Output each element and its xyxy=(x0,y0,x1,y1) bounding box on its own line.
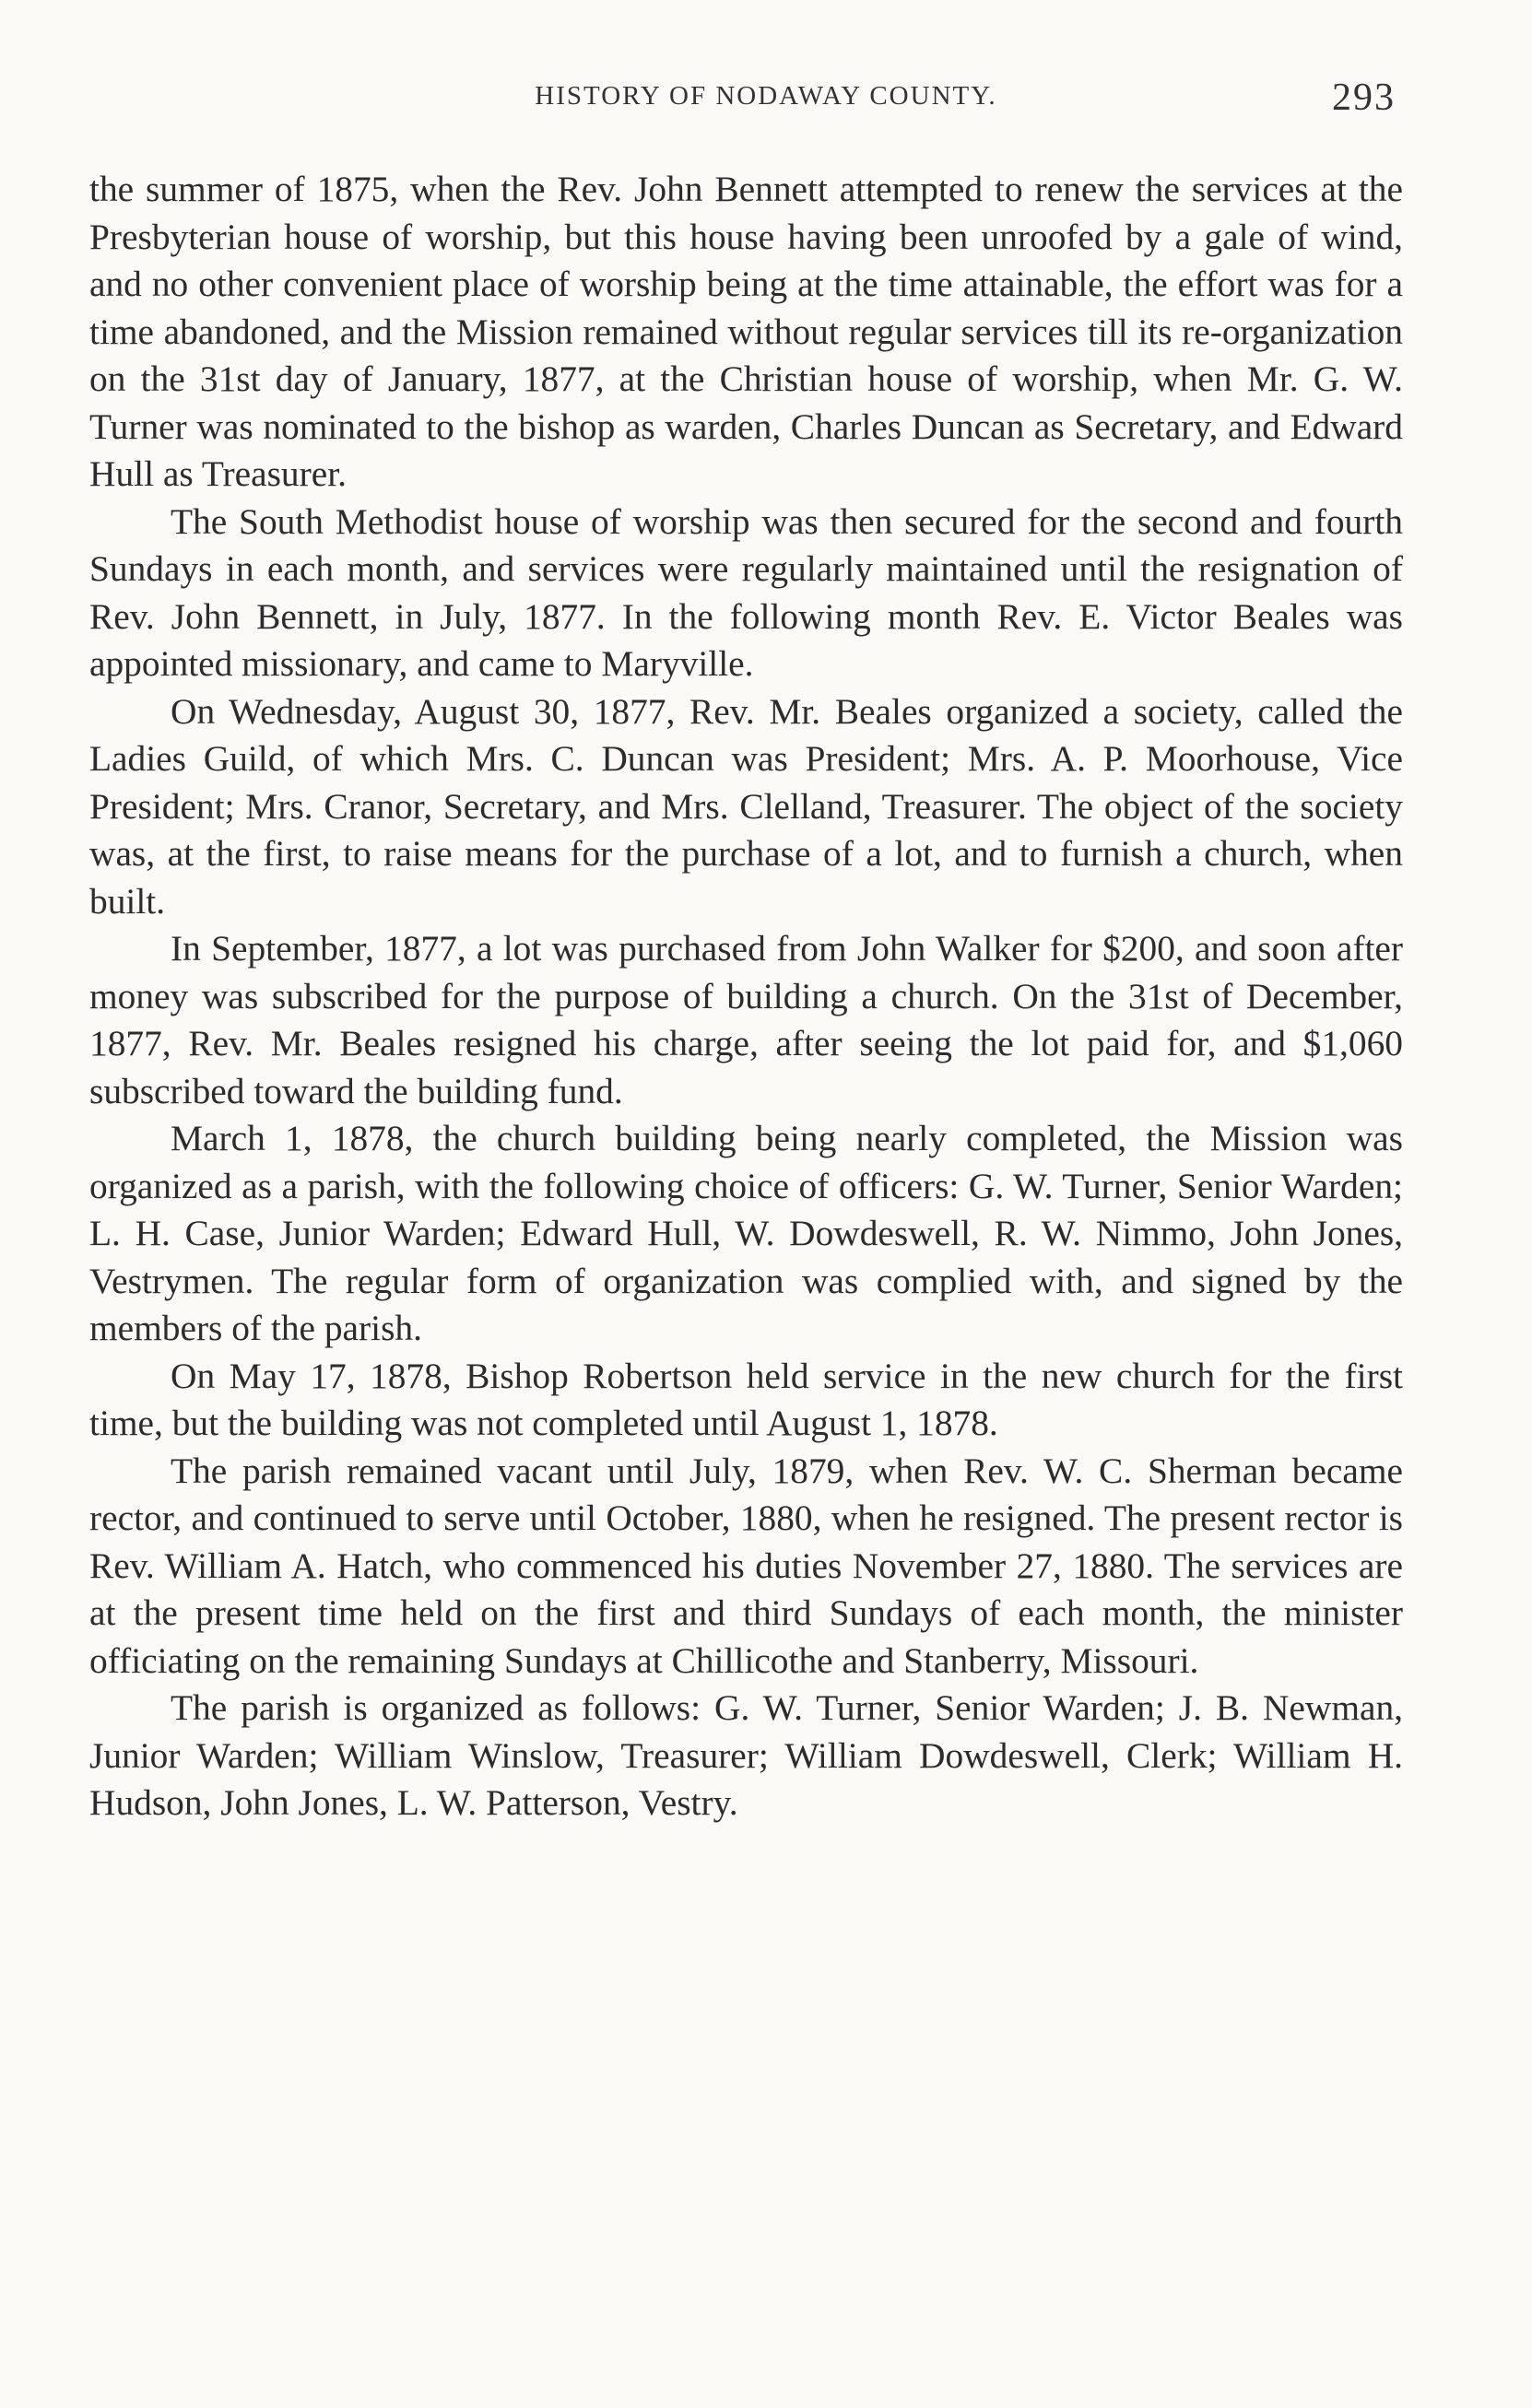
page-number: 293 xyxy=(1332,76,1396,119)
body-text xyxy=(89,166,1403,1827)
running-head xyxy=(0,76,1532,136)
paragraph-parish-organized: March 1, 1878, the church building being nearly completed, the Mission was organized as a parish, with the following choice of officers: G. W. Turner, Senior Warden; L. H. Case, Junior Warden; Edward Hull, W. Dowdeswell, R. W. Nimmo, John Jones, Vestrymen. The regular form of organization was complied with, and signed by the members of the parish. xyxy=(89,1118,1403,1348)
paragraph-parish-officers: The parish is organized as follows: G. W. Turner, Senior Warden; J. B. Newman, Junior Warden; William Winslow, Treasurer; William Dowdeswell, Clerk; William H. Hudson, John Jones, L. W. Patterson, Vestry. xyxy=(89,1687,1403,1823)
paragraph-continued: the summer of 1875, when the Rev. John Bennett attempted to renew the services at the Presbyterian house of worship, but this house having been unroofed by a gale of wind, and no other convenient place of worship being at the time attainable, the effort was for a time abandoned, and the Mission remained without regular services till its re-organization on the 31st day of January, 1877, at the Christian house of worship, when Mr. G. W. Turner was nominated to the bishop as warden, Charles Duncan as Secretary, and Edward Hull as Treasurer. xyxy=(89,169,1403,494)
paragraph-south-methodist: The South Methodist house of worship was then secured for the second and fourth Sundays in each month, and services were regularly maintained until the resignation of Rev. John Bennett, in July, 1877. In the following month Rev. E. Victor Beales was appointed missionary, and came to Maryville. xyxy=(89,500,1403,684)
paragraph-ladies-guild: On Wednesday, August 30, 1877, Rev. Mr. Beales organized a society, called the Ladies Guild, of which Mrs. C. Duncan was President; Mrs. A. P. Moorhouse, Vice President; Mrs. Cranor, Secretary, and Mrs. Clelland, Treasurer. The object of the society was, at the first, to raise means for the purchase of a lot, and to furnish a church, when built. xyxy=(89,690,1403,922)
paragraph-rectors: The parish remained vacant until July, 1879, when Rev. W. C. Sherman became rector, and continued to serve until October, 1880, when he resigned. The present rector is Rev. William A. Hatch, who commenced his duties November 27, 1880. The services are at the present time held on the first and third Sundays of each month, the minister officiating on the remaining Sundays at Chillicothe and Stanberry, Missouri. xyxy=(89,1450,1403,1681)
paragraph-bishop-service: On May 17, 1878, Bishop Robertson held service in the new church for the first time, but the building was not completed until August 1, 1878. xyxy=(89,1355,1403,1443)
running-title: HISTORY OF NODAWAY COUNTY. xyxy=(535,81,997,111)
paragraph-lot-purchase: In September, 1877, a lot was purchased from John Walker for $200, and soon after money was subscribed for the purpose of building a church. On the 31st of December, 1877, Rev. Mr. Beales resigned his charge, after seeing the lot paid for, and $1,060 subscribed toward the building fund. xyxy=(89,928,1403,1111)
